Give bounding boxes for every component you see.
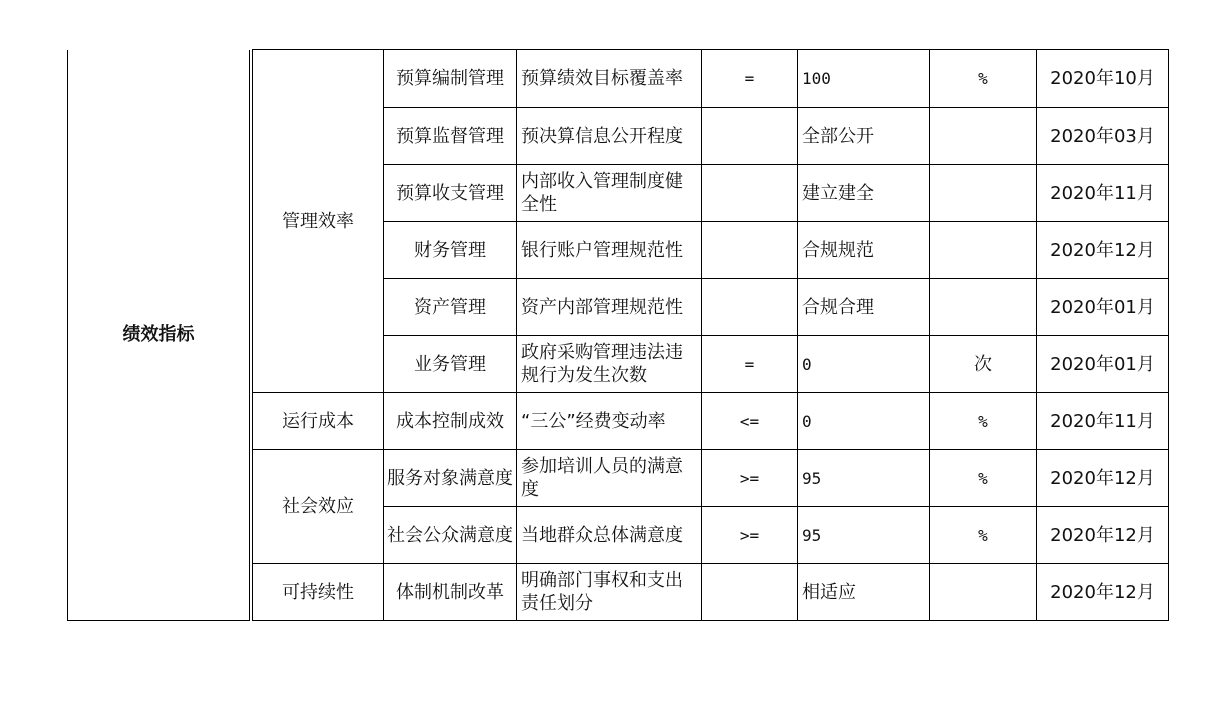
target-value: 相适应	[798, 564, 930, 621]
operator: =	[702, 50, 798, 108]
sub-indicator: 社会公众满意度	[384, 507, 517, 564]
indicator-name: 预算绩效目标覆盖率	[517, 50, 702, 108]
target-value: 建立建全	[798, 165, 930, 222]
sub-indicator: 预算收支管理	[384, 165, 517, 222]
completion-date: 2020年12月	[1037, 564, 1169, 621]
completion-date: 2020年03月	[1037, 108, 1169, 165]
target-value: 合规规范	[798, 222, 930, 279]
completion-date: 2020年12月	[1037, 450, 1169, 507]
unit	[930, 222, 1037, 279]
completion-date: 2020年10月	[1037, 50, 1169, 108]
completion-date: 2020年01月	[1037, 279, 1169, 336]
operator: <=	[702, 393, 798, 450]
category-cell: 绩效指标	[68, 50, 250, 621]
sub-indicator: 体制机制改革	[384, 564, 517, 621]
operator	[702, 222, 798, 279]
unit: %	[930, 50, 1037, 108]
completion-date: 2020年11月	[1037, 165, 1169, 222]
target-value: 合规合理	[798, 279, 930, 336]
completion-date: 2020年01月	[1037, 336, 1169, 393]
indicator-name: 银行账户管理规范性	[517, 222, 702, 279]
unit	[930, 279, 1037, 336]
unit: %	[930, 507, 1037, 564]
operator	[702, 279, 798, 336]
operator	[702, 564, 798, 621]
operator: =	[702, 336, 798, 393]
indicator-name: 内部收入管理制度健全性	[517, 165, 702, 222]
sub-indicator: 预算编制管理	[384, 50, 517, 108]
operator: >=	[702, 507, 798, 564]
group-cost: 运行成本	[253, 393, 384, 450]
indicator-name: 政府采购管理违法违规行为发生次数	[517, 336, 702, 393]
target-value: 全部公开	[798, 108, 930, 165]
indicator-name: 当地群众总体满意度	[517, 507, 702, 564]
indicator-name: 参加培训人员的满意度	[517, 450, 702, 507]
operator: >=	[702, 450, 798, 507]
completion-date: 2020年11月	[1037, 393, 1169, 450]
completion-date: 2020年12月	[1037, 507, 1169, 564]
indicator-name: 明确部门事权和支出责任划分	[517, 564, 702, 621]
indicator-grid	[67, 49, 1169, 621]
unit: %	[930, 450, 1037, 507]
sub-indicator: 服务对象满意度	[384, 450, 517, 507]
indicator-name: “三公”经费变动率	[517, 393, 702, 450]
completion-date: 2020年12月	[1037, 222, 1169, 279]
unit: %	[930, 393, 1037, 450]
table-row	[68, 50, 1169, 108]
unit	[930, 165, 1037, 222]
operator	[702, 165, 798, 222]
sub-indicator: 预算监督管理	[384, 108, 517, 165]
sub-indicator: 资产管理	[384, 279, 517, 336]
unit: 次	[930, 336, 1037, 393]
target-value: 95	[798, 450, 930, 507]
indicator-name: 预决算信息公开程度	[517, 108, 702, 165]
target-value: 100	[798, 50, 930, 108]
operator	[702, 108, 798, 165]
group-efficiency: 管理效率	[253, 50, 384, 393]
target-value: 0	[798, 393, 930, 450]
target-value: 0	[798, 336, 930, 393]
target-value: 95	[798, 507, 930, 564]
unit	[930, 564, 1037, 621]
sub-indicator: 财务管理	[384, 222, 517, 279]
group-sustainability: 可持续性	[253, 564, 384, 621]
group-social: 社会效应	[253, 450, 384, 564]
sub-indicator: 业务管理	[384, 336, 517, 393]
sub-indicator: 成本控制成效	[384, 393, 517, 450]
performance-indicator-table	[67, 49, 1169, 621]
indicator-name: 资产内部管理规范性	[517, 279, 702, 336]
unit	[930, 108, 1037, 165]
